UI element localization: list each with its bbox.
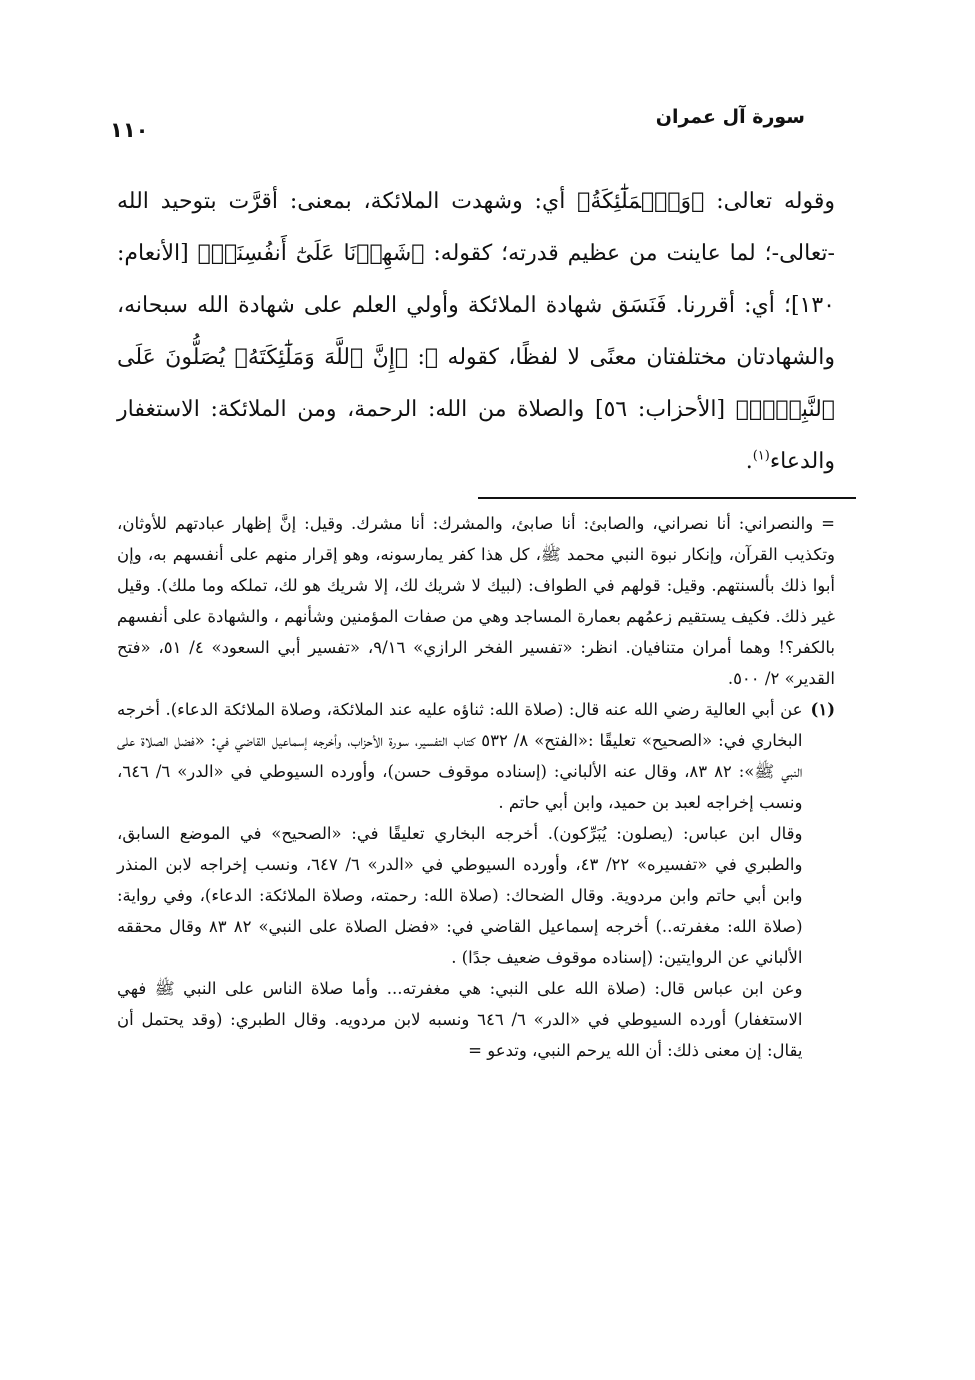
main-paragraph-text: وقوله تعالى: ﴿وَٱلۡمَلَٰٓئِكَةُ﴾ أي: وشهدت الملائكة، بمعنى: أقرَّت بتوحيد الله -تعالى-؛ لما عاينت من عظيم قدرته؛ كقوله: ﴿شَهِدۡنَا عَلَىٰٓ أَنفُسِنَاۖ﴾ [الأنعام: ١٣٠]؛ أي: أقررنا. فَنَسَق شهادة الملائكة وأولي العلم على شهادة الله سبحانه، والشهادتان مختلفتان معنًى لا لفظًا، كقوله ﷻ: ﴿إِنَّ ٱللَّهَ وَمَلَٰٓئِكَتَهُۥ يُصَلُّونَ عَلَى ٱلنَّبِيِّۚ﴾ [الأحزاب: ٥٦] والصلاة من الله: الرحمة، ومن الملائكة: الاستغفار والدعاء: [117, 189, 835, 474]
footnote-number: (١): [810, 700, 835, 719]
page-header: [110, 100, 835, 150]
main-paragraph-end: .: [745, 449, 753, 474]
footnote-separator: [478, 497, 856, 499]
footnote-paragraph: وقال ابن عباس: (يصلون: يُبَرِّكون). أخرجه البخاري تعليقًا في: «الصحيح» في الموضع السابق، والطبري في «تفسيره» ٢٢/ ٤٣، وأورده السيوطي في «الدر» ٦/ ٦٤٧، ونسب إخراجه لابن المنذر وابن أبي حاتم وابن مردوية. وقال الضحاك: (صلاة الله: رحمته، وصلاة الملائكة: الدعاء)، وفي رواية: (صلاة الله: مغفرته..) أخرجه إسماعيل القاضي في: «فضل الصلاة على النبي» ٨٢ ٨٣ وقال محققه الألباني عن الروايتين: (إسناده موقوف ضعيف جدًا) .: [117, 824, 803, 967]
footnote-paragraph: عن أبي العالية رضي الله عنه قال: (صلاة الله: ثناؤه عليه عند الملائكة، وصلاة الملائكة الدعاء). أخرجه البخاري في: «الصحيح» تعليقًا :«الفتح» ٨/ ٥٣٢ كتاب التفسير، سورة الأحزاب، وأخرجه إسماعيل القاضي في: «فضل الصلاة على النبي ﷺ»: ٨٢ ٨٣، وقال عنه الألباني: (إسناده موقوف حسن)، وأورده السيوطي في «الدر» ٦/ ٦٤٦، ونسب إخراجه لعبد بن حميد، وابن أبي حاتم .: [117, 700, 803, 812]
page-number: ١١٠: [110, 118, 149, 142]
main-paragraph: [117, 176, 835, 488]
footnote-body: [117, 694, 803, 1066]
footnotes: [117, 508, 835, 1066]
footnote-paragraph: وعن ابن عباس قال: (صلاة الله على النبي: هي مغفرته... وأما صلاة الناس على النبي ﷺ فهي الاستغفار) أورده السيوطي في «الدر» ٦/ ٦٤٦ ونسبه لابن مردويه. وقال الطبري: (وقد يحتمل أن يقال: إن معنى ذلك: أن الله يرحم النبي، وتدعو =: [117, 979, 803, 1060]
running-title: سورة آل عمران: [655, 106, 805, 128]
footnote-1: [117, 694, 835, 1066]
main-text: [117, 176, 835, 488]
footnote-continued: = والنصراني: أنا نصراني، والصابئ: أنا صابئ، والمشرك: أنا مشرك. وقيل: إنَّ إظهار عبادتهم للأوثان، وتكذيب القرآن، وإنكار نبوة النبي محمد ﷺ، كل هذا كفر يمارسونه، وهو إقرار منهم على أنفسهم به، وإن أبوا ذلك بألسنتهم. وقيل: قولهم في الطواف: (لبيك لا شريك لك، إلا شريك هو لك، تملكه وما ملك). وقيل غير ذلك. فكيف يستقيم زعمُهم بعمارة المساجد وهي من صفات المؤمنين وشأنهم ، والشهادة على أنفسهم بالكفر؟! وهما أمران متنافيان. انظر: «تفسير الفخر الرازي» ٩/١٦، «تفسير أبي السعود» ٤/ ٥١، «فتح القدير» ٢/ ٥٠٠.: [117, 514, 836, 688]
footnote-reference: (١): [752, 448, 770, 464]
